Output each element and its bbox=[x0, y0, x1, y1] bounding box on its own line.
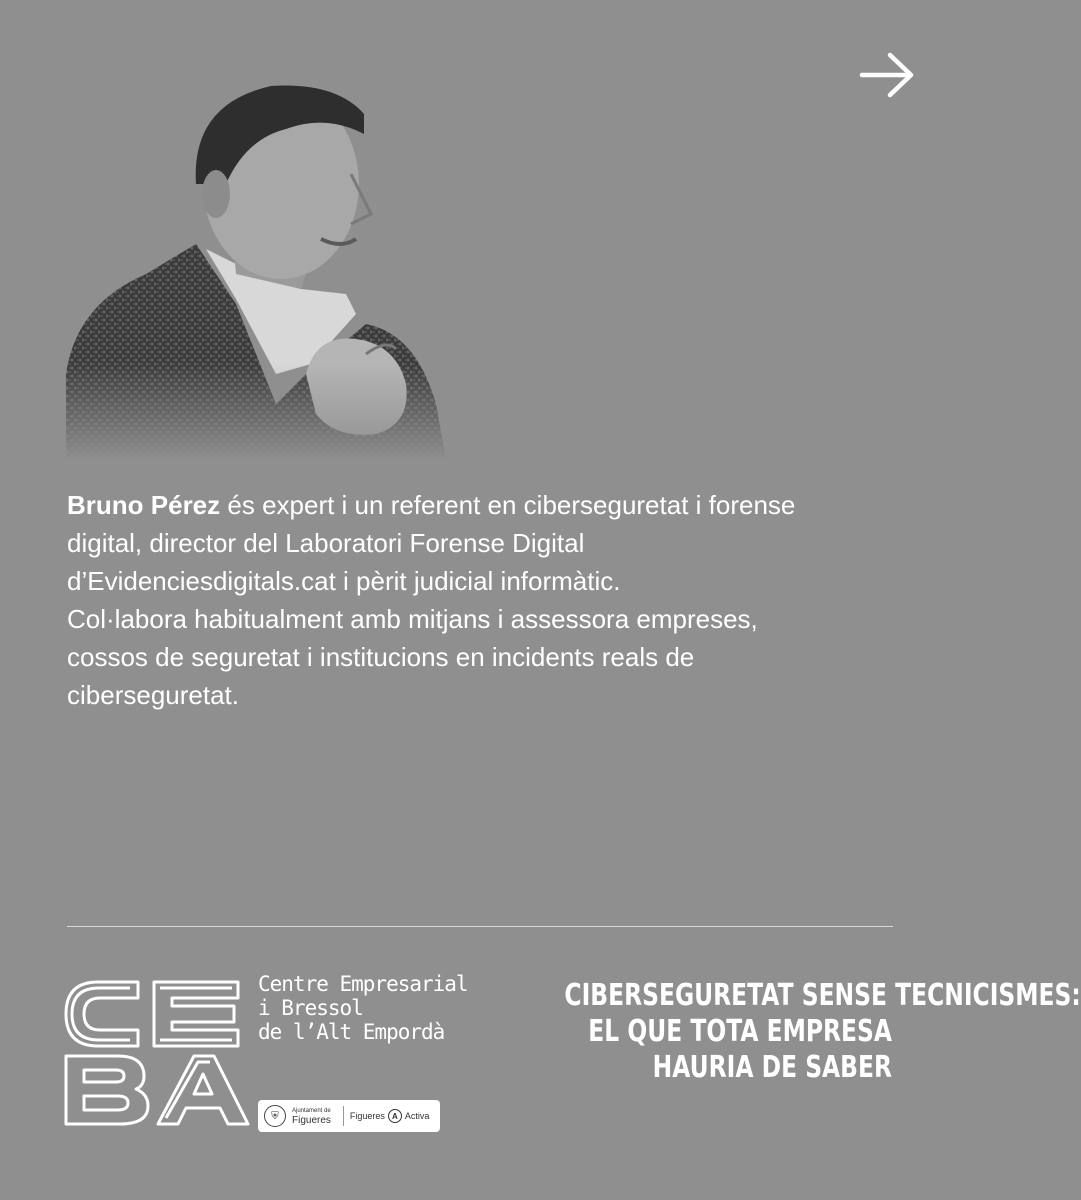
figueres-activa-label: Figueres bbox=[349, 1111, 385, 1121]
bio-paragraph bbox=[67, 486, 867, 714]
activa-label: Activa bbox=[404, 1111, 430, 1121]
center-name-line-2: i Bressol bbox=[258, 996, 363, 1020]
bio-line-6: ciberseguretat. bbox=[67, 680, 239, 710]
event-title-line-1: CIBERSEGURETAT SENSE TECNICISMES: bbox=[564, 978, 1081, 1013]
ceba-logo bbox=[58, 968, 248, 1130]
event-title-line-2: EL QUE TOTA EMPRESA bbox=[588, 1014, 892, 1049]
bio-line-1: és expert i un referent en ciberseguretat i forense bbox=[220, 490, 796, 520]
divider bbox=[67, 926, 893, 927]
activa-badge-icon: A bbox=[388, 1109, 402, 1123]
sponsor-separator bbox=[343, 1106, 344, 1126]
figueres-label: Figueres bbox=[292, 1115, 331, 1126]
center-name bbox=[258, 972, 468, 1044]
bio-line-5: cossos de seguretat i institucions en incidents reals de bbox=[67, 642, 695, 672]
portrait-photo bbox=[66, 74, 446, 460]
arrow-right-icon[interactable] bbox=[858, 50, 916, 100]
bio-line-2: digital, director del Laboratori Forense Digital bbox=[67, 528, 585, 558]
sponsor-logos bbox=[258, 1100, 440, 1132]
coat-of-arms-icon: ⛨ bbox=[264, 1105, 286, 1127]
event-title bbox=[564, 978, 1081, 1086]
center-name-line-1: Centre Empresarial bbox=[258, 972, 468, 996]
ajuntament-label: Ajuntament de bbox=[292, 1108, 331, 1114]
center-name-line-3: de l’Alt Empordà bbox=[258, 1020, 445, 1044]
event-title-line-3: HAURIA DE SABER bbox=[652, 1050, 892, 1085]
bio-line-4: Col·labora habitualment amb mitjans i assessora empreses, bbox=[67, 604, 758, 634]
bio-line-3: d’Evidenciesdigitals.cat i pèrit judicial informàtic. bbox=[67, 566, 621, 596]
ajuntament-figueres-logo bbox=[292, 1107, 331, 1125]
speaker-name: Bruno Pérez bbox=[67, 490, 221, 520]
